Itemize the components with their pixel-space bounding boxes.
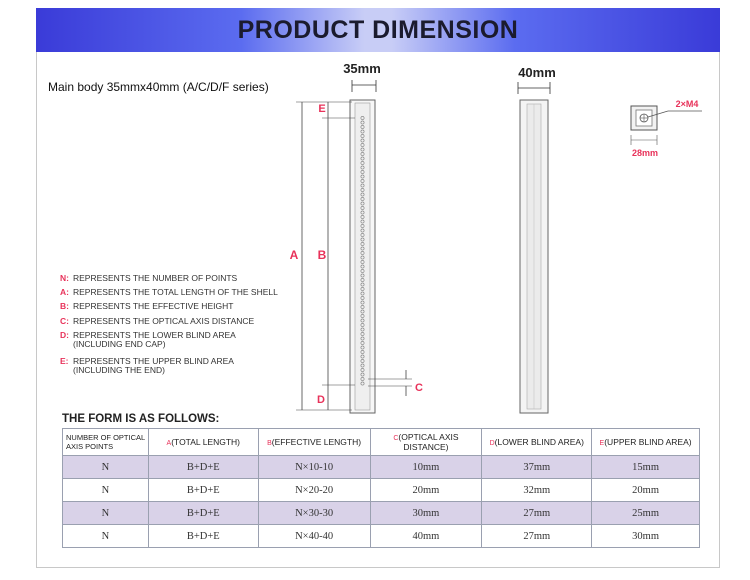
table-header-row — [63, 429, 700, 456]
subtitle: Main body 35mmx40mm (A/C/D/F series) — [48, 80, 269, 94]
header-optical-points: NUMBER OF OPTICAL AXIS POINTS — [63, 429, 149, 456]
header-upper-blind-area: E(UPPER BLIND AREA) — [592, 429, 700, 456]
table-cell: N×30-30 — [258, 502, 370, 525]
table-cell: 20mm — [592, 479, 700, 502]
table-cell: 40mm — [370, 525, 482, 548]
table-cell: 15mm — [592, 456, 700, 479]
legend-text: REPRESENTS THE UPPER BLIND AREA — [73, 356, 234, 366]
table-cell: N — [63, 456, 149, 479]
label-d: D — [317, 394, 325, 406]
table-cell: 32mm — [482, 479, 592, 502]
label-b: B — [317, 248, 327, 262]
table-cell: 30mm — [592, 525, 700, 548]
legend-text: REPRESENTS THE EFFECTIVE HEIGHT — [73, 301, 234, 311]
legend-key: N: — [60, 273, 69, 283]
table-cell: N×20-20 — [258, 479, 370, 502]
legend-text: REPRESENTS THE TOTAL LENGTH OF THE SHELL — [73, 287, 278, 297]
table-cell: 27mm — [482, 502, 592, 525]
table-cell: N×10-10 — [258, 456, 370, 479]
table-cell: 10mm — [370, 456, 482, 479]
table-cell: B+D+E — [148, 502, 258, 525]
legend-item — [60, 273, 237, 283]
table-row — [63, 525, 700, 548]
legend-subtext: (INCLUDING THE END) — [73, 365, 165, 375]
legend-key: C: — [60, 316, 69, 326]
legend-item — [60, 301, 233, 311]
table-cell: N — [63, 502, 149, 525]
bracket-width-label: 28mm — [631, 148, 659, 158]
header-lower-blind-area: D(LOWER BLIND AREA) — [482, 429, 592, 456]
table-row — [63, 479, 700, 502]
table-cell: 30mm — [370, 502, 482, 525]
legend-item — [60, 287, 278, 297]
bracket-hole-label: 2×M4 — [675, 99, 699, 109]
legend-item — [60, 330, 236, 349]
table-row — [63, 502, 700, 525]
label-a: A — [289, 248, 299, 262]
table-cell: 27mm — [482, 525, 592, 548]
form-title: THE FORM IS AS FOLLOWS: — [62, 413, 220, 425]
legend-text: REPRESENTS THE LOWER BLIND AREA — [73, 330, 236, 340]
header-effective-length: B(EFFECTIVE LENGTH) — [258, 429, 370, 456]
table-cell: 20mm — [370, 479, 482, 502]
mounting-bracket — [631, 106, 702, 145]
legend-item — [60, 356, 234, 375]
side-width-label: 40mm — [518, 65, 556, 80]
header-total-length: A(TOTAL LENGTH) — [148, 429, 258, 456]
table-cell: 37mm — [482, 456, 592, 479]
table-row — [63, 456, 700, 479]
table-cell: N — [63, 479, 149, 502]
legend-subtext: (INCLUDING END CAP) — [73, 339, 166, 349]
table-cell: 25mm — [592, 502, 700, 525]
legend-key: E: — [60, 356, 69, 366]
label-e: E — [318, 103, 326, 115]
table-cell: B+D+E — [148, 479, 258, 502]
legend-key: B: — [60, 301, 69, 311]
table-cell: N×40-40 — [258, 525, 370, 548]
legend-text: REPRESENTS THE NUMBER OF POINTS — [73, 273, 238, 283]
spec-table — [62, 428, 700, 548]
legend-text: REPRESENTS THE OPTICAL AXIS DISTANCE — [73, 316, 255, 326]
front-width-label: 35mm — [343, 61, 381, 76]
table-cell: B+D+E — [148, 456, 258, 479]
table-cell: N — [63, 525, 149, 548]
legend-key: D: — [60, 330, 69, 340]
table-cell: B+D+E — [148, 525, 258, 548]
header-optical-axis-distance: C(OPTICAL AXIS DISTANCE) — [370, 429, 482, 456]
page-title: PRODUCT DIMENSION — [237, 16, 519, 44]
label-c: C — [415, 382, 423, 394]
legend-item — [60, 316, 254, 326]
legend-key: A: — [60, 287, 69, 297]
